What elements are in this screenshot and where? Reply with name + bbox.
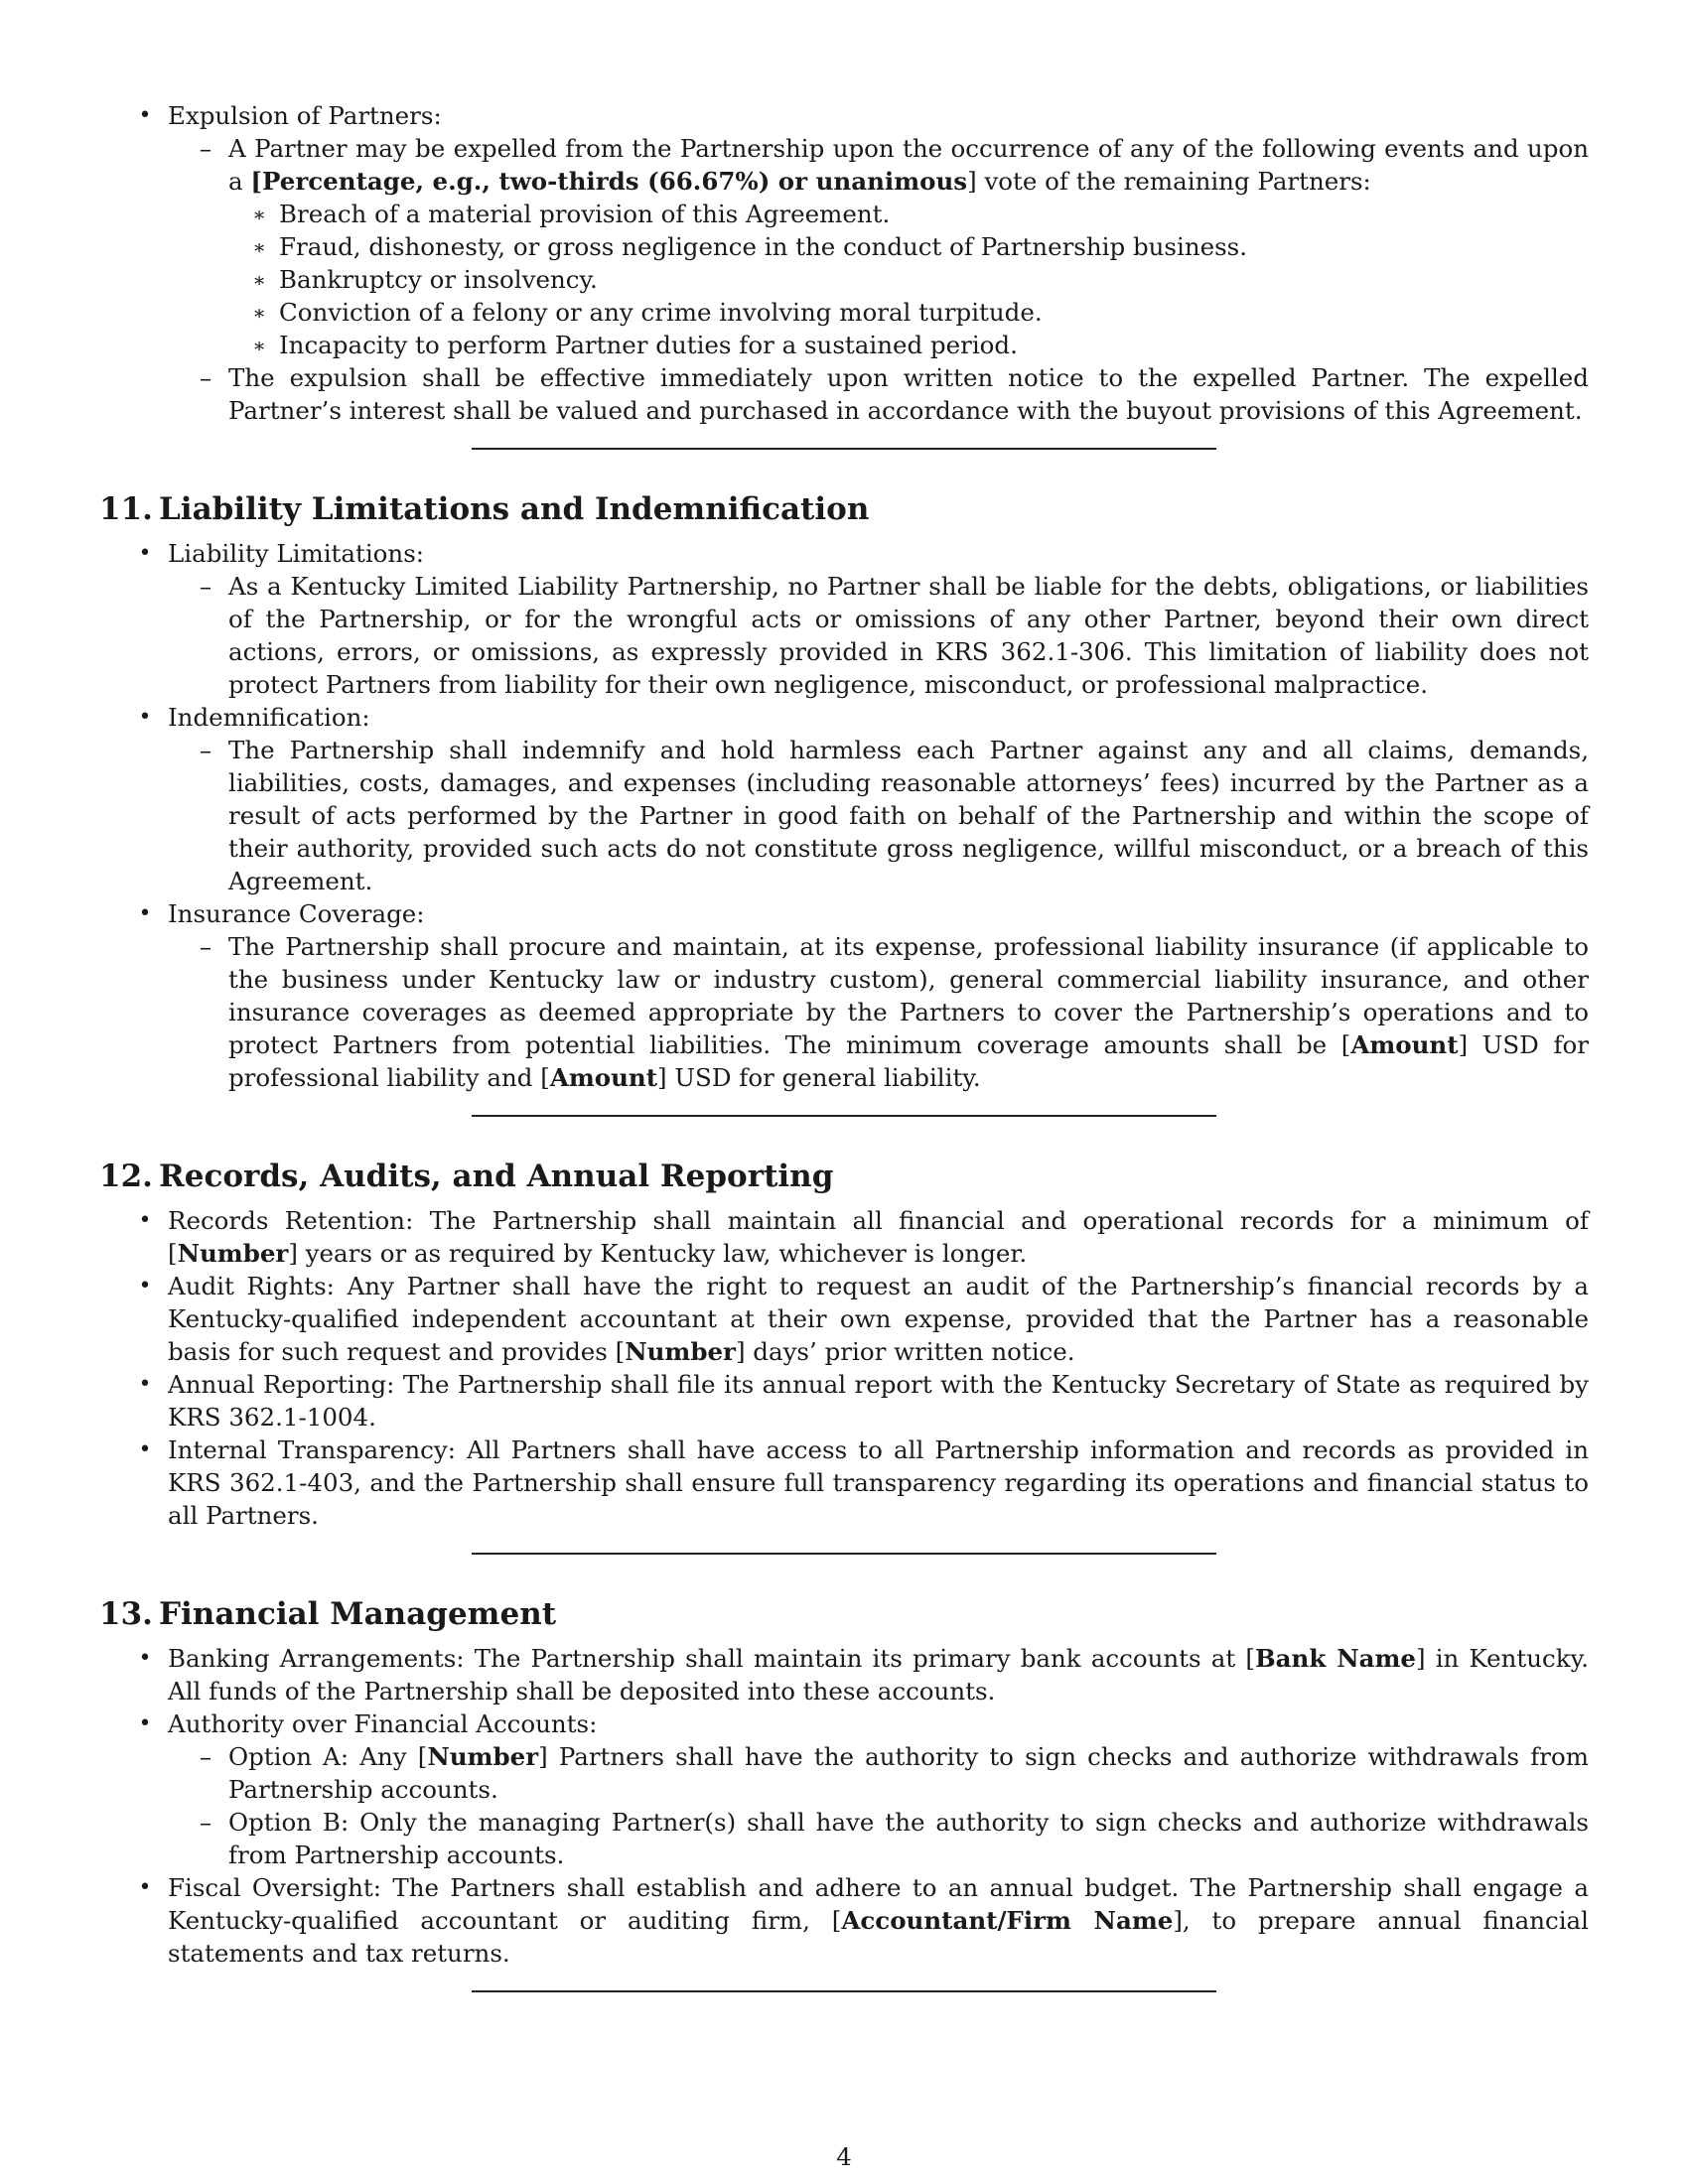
dash-icon: – (199, 363, 212, 392)
section-12-heading: 12. Records, Audits, and Annual Reporting (99, 1159, 834, 1194)
bullet-icon: • (138, 1646, 152, 1671)
bullet-icon: • (138, 705, 152, 730)
section-12-list (99, 1204, 1589, 1532)
list-item: • Expulsion of Partners: – A Partner may be expelled from the Partnership upon the occurrence of any of the following events and upon a [Percentage, e.g., two-thirds (66.67%) or unanimous] vote of the remaining Partners: ∗ Breach of a material provision of this Agreement. ∗ Fraud, dishonesty, or gross negligence in the conduct of Partnership business. ∗ Bankruptcy or insolvency. ∗ Conviction of a felony or any crime involving moral turpitude. ∗ Incapacity to perform Partner duties for a sustained period. – The expulsion shall be effective immediately upon written notice to the expelled Partner. The expelled Partner’s interest shall be valued and purchased in accordance with the buyout provisions of this Agreement. (138, 101, 1589, 425)
list-item: – Option A: Any [Number] Partners shall have the authority to sign checks and authorize withdrawals from Partnership accounts. (168, 1740, 1589, 1806)
document-page (99, 99, 1589, 2154)
list-item: • Authority over Financial Accounts: – Option A: Any [Number] Partners shall have the authority to sign checks and authorize withdrawals from Partnership accounts. – Option B: Only the managing Partner(s) shall have the authority to sign checks and authorize withdrawals from Partnership accounts. (138, 1709, 1589, 1869)
section-divider (472, 1990, 1216, 1992)
list-item: – A Partner may be expelled from the Partnership upon the occurrence of any of the following events and upon a [Percentage, e.g., two-thirds (66.67%) or unanimous] vote of the remaining Partners: ∗ Breach of a material provision of this Agreement. ∗ Fraud, dishonesty, or gross negligence in the conduct of Partnership business. ∗ Bankruptcy or insolvency. ∗ Conviction of a felony or any crime involving moral turpitude. ∗ Incapacity to perform Partner duties for a sustained period. (168, 132, 1589, 361)
dash-icon: – (199, 932, 212, 961)
page-number: 4 (836, 2142, 852, 2171)
dash-icon: – (199, 736, 212, 764)
list-item: – The Partnership shall indemnify and hold harmless each Partner against any and all claims, demands, liabilities, costs, damages, and expenses (including reasonable attorneys’ fees) incurred by the Partner as a result of acts performed by the Partner in good faith on behalf of the Partnership and within the scope of their authority, provided such acts do not constitute gross negligence, willful misconduct, or a breach of this Agreement. (168, 734, 1589, 897)
asterisk-icon: ∗ (252, 235, 266, 259)
bullet-icon: • (138, 1274, 152, 1298)
list-item: ∗ Fraud, dishonesty, or gross negligence in the conduct of Partnership business. (228, 230, 1589, 263)
list-item: ∗ Conviction of a felony or any crime involving moral turpitude. (228, 296, 1589, 329)
list-item: – The Partnership shall procure and maintain, at its expense, professional liability insurance (if applicable to the business under Kentucky law or industry custom), general commercial liability insurance, and other insurance coverages as deemed appropriate by the Partners to cover the Partnership’s operations and to protect Partners from potential liabilities. The minimum coverage amounts shall be [Amount] USD for professional liability and [Amount] USD for general liability. (168, 930, 1589, 1094)
section-divider (472, 1553, 1216, 1555)
list-item: – The expulsion shall be effective immediately upon written notice to the expelled Partner. The expelled Partner’s interest shall be valued and purchased in accordance with the buyout provisions of this Agreement. (168, 361, 1589, 427)
bullet-icon: • (138, 541, 152, 566)
asterisk-icon: ∗ (252, 334, 266, 357)
expulsion-list (99, 99, 1589, 427)
section-11-list (99, 537, 1589, 1094)
list-item: – As a Kentucky Limited Liability Partnership, no Partner shall be liable for the debts, obligations, or liabilities of the Partnership, or for the wrongful acts or omissions of any other Partner, beyond their own direct actions, errors, or omissions, as expressly provided in KRS 362.1-306. This limitation of liability does not protect Partners from liability for their own negligence, misconduct, or professional malpractice. (168, 570, 1589, 701)
dash-icon: – (199, 1742, 212, 1771)
section-11-heading: 11. Liability Limitations and Indemnification (99, 491, 870, 527)
bullet-icon: • (138, 1875, 152, 1900)
list-item: • Insurance Coverage: – The Partnership shall procure and maintain, at its expense, professional liability insurance (if applicable to the business under Kentucky law or industry custom), general commercial liability insurance, and other insurance coverages as deemed appropriate by the Partners to cover the Partnership’s operations and to protect Partners from potential liabilities. The minimum coverage amounts shall be [Amount] USD for professional liability and [Amount] USD for general liability. (138, 899, 1589, 1092)
list-item: ∗ Bankruptcy or insolvency. (228, 263, 1589, 296)
section-divider (472, 448, 1216, 450)
asterisk-icon: ∗ (252, 268, 266, 292)
list-item: ∗ Breach of a material provision of this Agreement. (228, 198, 1589, 230)
section-13-heading: 13. Financial Management (99, 1596, 557, 1632)
list-item: • Indemnification: – The Partnership shall indemnify and hold harmless each Partner against any and all claims, demands, liabilities, costs, damages, and expenses (including reasonable attorneys’ fees) incurred by the Partner as a result of acts performed by the Partner in good faith on behalf of the Partnership and within the scope of their authority, provided such acts do not constitute gross negligence, willful misconduct, or a breach of this Agreement. (138, 703, 1589, 895)
section-divider (472, 1115, 1216, 1117)
list-item: • Fiscal Oversight: The Partners shall establish and adhere to an annual budget. The Partnership shall engage a Kentucky-qualified accountant or auditing firm, [Accountant/Firm Name], to prepare annual financial statements and tax returns. (138, 1873, 1589, 1968)
bullet-icon: • (138, 1711, 152, 1736)
bullet-icon: • (138, 901, 152, 926)
expulsion-events (228, 198, 1589, 361)
dash-icon: – (199, 1808, 212, 1837)
document-body (99, 99, 1589, 1992)
list-item: • Internal Transparency: All Partners shall have access to all Partnership information and records as provided in KRS 362.1-403, and the Partnership shall ensure full transparency regarding its operations and financial status to all Partners. (138, 1435, 1589, 1530)
list-item: • Banking Arrangements: The Partnership shall maintain its primary bank accounts at [Bank Name] in Kentucky. All funds of the Partnership shall be deposited into these accounts. (138, 1644, 1589, 1706)
bullet-icon: • (138, 1437, 152, 1462)
asterisk-icon: ∗ (252, 203, 266, 226)
bullet-icon: • (138, 1208, 152, 1233)
dash-icon: – (199, 572, 212, 601)
bullet-icon: • (138, 103, 152, 128)
list-item: • Annual Reporting: The Partnership shall file its annual report with the Kentucky Secretary of State as required by KRS 362.1-1004. (138, 1370, 1589, 1432)
list-item: • Audit Rights: Any Partner shall have the right to request an audit of the Partnership’s financial records by a Kentucky-qualified independent accountant at their own expense, provided that the Partner has a reasonable basis for such request and provides [Number] days’ prior written notice. (138, 1272, 1589, 1366)
bullet-icon: • (138, 1372, 152, 1397)
asterisk-icon: ∗ (252, 301, 266, 325)
list-item: – Option B: Only the managing Partner(s) shall have the authority to sign checks and authorize withdrawals from Partnership accounts. (168, 1806, 1589, 1871)
list-item: • Liability Limitations: – As a Kentucky Limited Liability Partnership, no Partner shall be liable for the debts, obligations, or liabilities of the Partnership, or for the wrongful acts or omissions of any other Partner, beyond their own direct actions, errors, or omissions, as expressly provided in KRS 362.1-306. This limitation of liability does not protect Partners from liability for their own negligence, misconduct, or professional malpractice. (138, 539, 1589, 699)
list-item: ∗ Incapacity to perform Partner duties for a sustained period. (228, 329, 1589, 361)
dash-icon: – (199, 134, 212, 163)
list-item: • Records Retention: The Partnership shall maintain all financial and operational records for a minimum of [Number] years or as required by Kentucky law, whichever is longer. (138, 1206, 1589, 1268)
section-13-list (99, 1642, 1589, 1970)
